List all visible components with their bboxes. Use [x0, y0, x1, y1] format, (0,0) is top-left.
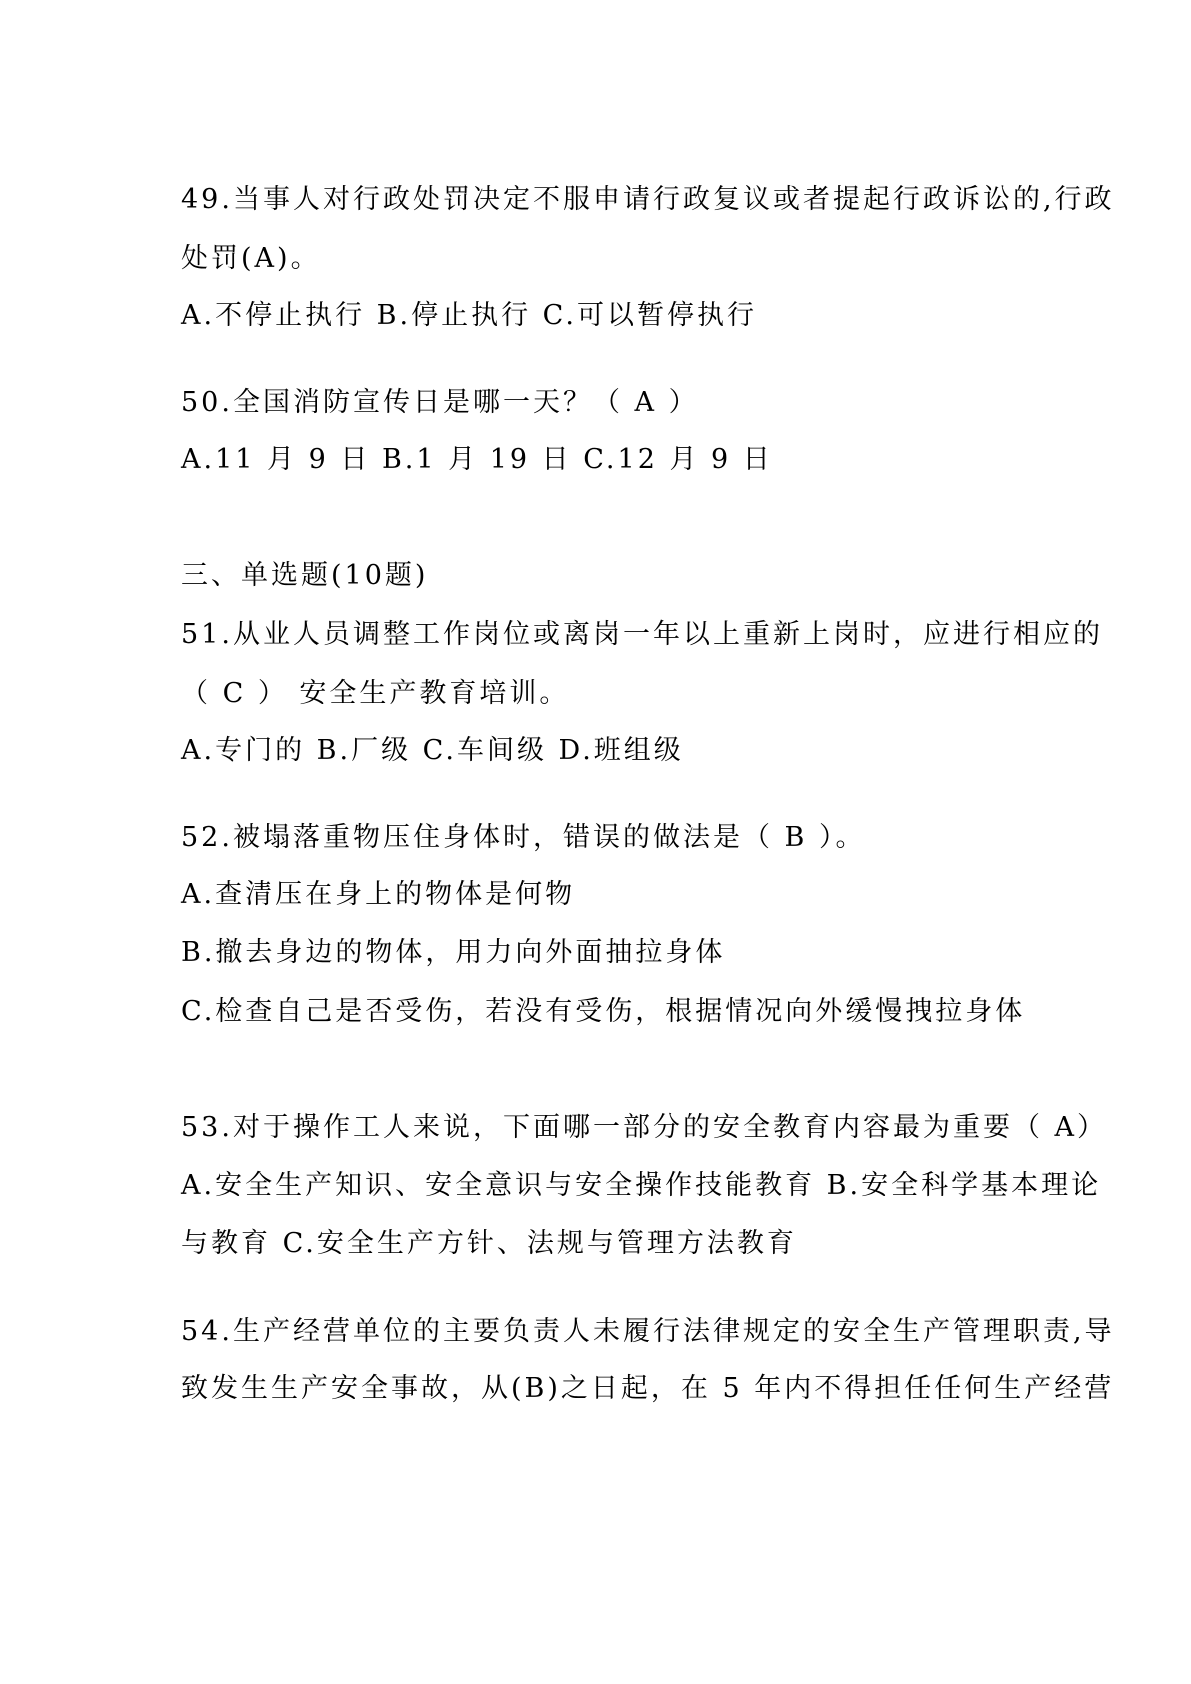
q53-options-line2: 与教育 C.安全生产方针、法规与管理方法教育 — [181, 1228, 797, 1259]
q53-options-line1: A.安全生产知识、安全意识与安全操作技能教育 B.安全科学基本理论 — [181, 1170, 1102, 1201]
q52-option-a: A.查清压在身上的物体是何物 — [181, 879, 576, 910]
q53-text: 53.对于操作工人来说，下面哪一部分的安全教育内容最为重要（ A） — [181, 1112, 1108, 1143]
q51-text-line1: 51.从业人员调整工作岗位或离岗一年以上重新上岗时，应进行相应的 — [181, 619, 1103, 650]
q52-text: 52.被塌落重物压住身体时，错误的做法是（ B ）。 — [181, 822, 866, 853]
q49-text-line2: 处罚(A)。 — [181, 243, 321, 274]
q51-options: A.专门的 B.厂级 C.车间级 D.班组级 — [181, 735, 684, 766]
section-heading: 三、单选题(10题) — [181, 560, 429, 591]
q54-text-line2: 致发生生产安全事故，从(B)之日起，在 5 年内不得担任任何生产经营 — [181, 1373, 1115, 1404]
q49-options: A.不停止执行 B.停止执行 C.可以暂停执行 — [181, 300, 757, 331]
q49-text-line1: 49.当事人对行政处罚决定不服申请行政复议或者提起行政诉讼的,行政 — [181, 184, 1115, 215]
q52-option-c: C.检查自己是否受伤，若没有受伤，根据情况向外缓慢拽拉身体 — [181, 996, 1026, 1027]
q52-option-b: B.撤去身边的物体，用力向外面抽拉身体 — [181, 937, 726, 968]
q50-text: 50.全国消防宣传日是哪一天？（ A ） — [181, 387, 699, 418]
q51-text-line2: （ C ） 安全生产教育培训。 — [181, 678, 570, 709]
q54-text-line1: 54.生产经营单位的主要负责人未履行法律规定的安全生产管理职责,导 — [181, 1316, 1115, 1347]
q50-options: A.11 月 9 日 B.1 月 19 日 C.12 月 9 日 — [181, 444, 773, 475]
